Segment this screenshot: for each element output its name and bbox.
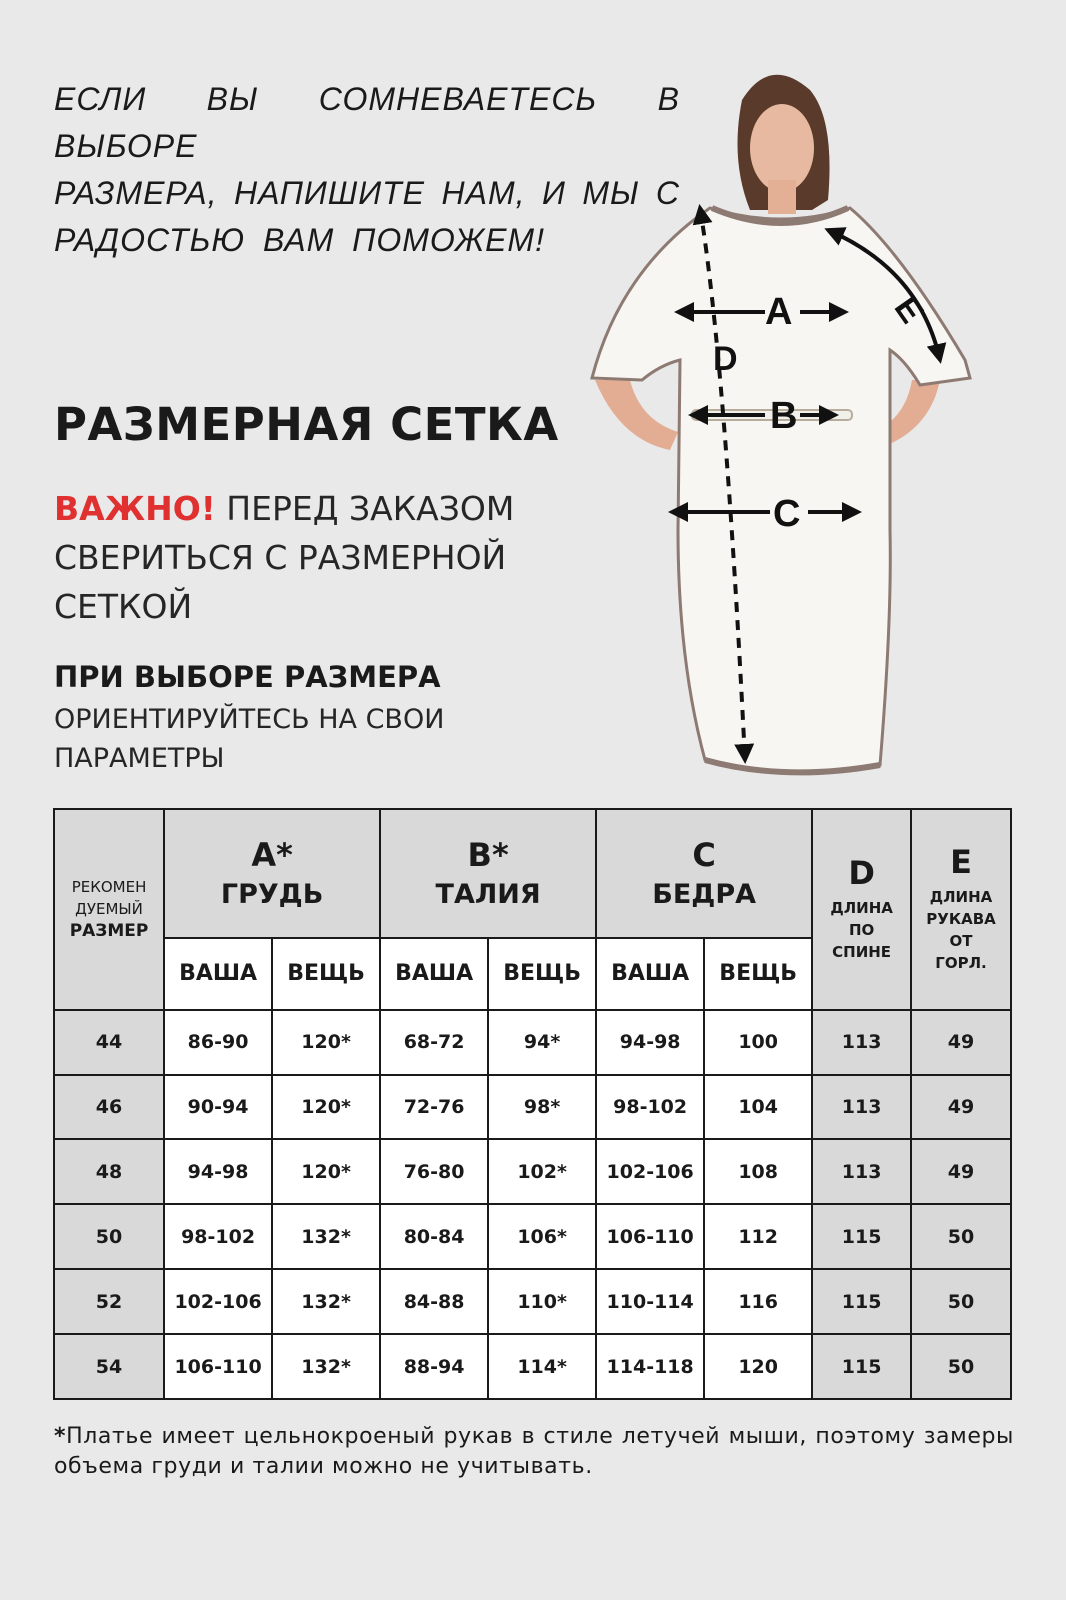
size-table <box>53 808 1012 1400</box>
footnote-text: Платье имеет цельнокроеный рукав в стиле летучей мыши, поэтому замеры объема груди и талии можно не учитывать. <box>54 1424 1014 1479</box>
table-row <box>54 1075 1011 1140</box>
value-cell: 72-76 <box>380 1075 488 1140</box>
value-cell: 113 <box>812 1139 911 1204</box>
value-cell: 50 <box>911 1334 1011 1399</box>
important-accent: ВАЖНО! <box>54 489 216 528</box>
value-cell: 84-88 <box>380 1269 488 1334</box>
value-cell: 116 <box>704 1269 812 1334</box>
footnote <box>54 1422 1014 1482</box>
table-row <box>54 1139 1011 1204</box>
subheader-yours-b: ВАША <box>380 938 488 1010</box>
important-text: ПЕРЕД ЗАКАЗОМ СВЕРИТЬСЯ С РАЗМЕРНОЙ СЕТКОЙ <box>54 489 515 626</box>
header-group-a: A* ГРУДЬ <box>164 809 380 938</box>
left-arm <box>595 380 678 450</box>
value-cell: 120* <box>272 1075 380 1140</box>
choose-text: ОРИЕНТИРУЙТЕСЬ НА СВОИ ПАРАМЕТРЫ <box>54 704 445 774</box>
value-cell: 106-110 <box>164 1334 272 1399</box>
size-cell: 46 <box>54 1075 164 1140</box>
value-cell: 115 <box>812 1269 911 1334</box>
value-cell: 132* <box>272 1269 380 1334</box>
header-recommended-size: РЕКОМЕН ДУЕМЫЙ РАЗМЕР <box>54 809 164 1010</box>
table-row <box>54 1010 1011 1075</box>
value-cell: 120* <box>272 1139 380 1204</box>
header-d: D ДЛИНА ПО СПИНЕ <box>812 809 911 1010</box>
value-cell: 120* <box>272 1010 380 1075</box>
choose-heading: ПРИ ВЫБОРЕ РАЗМЕРА <box>54 660 441 694</box>
value-cell: 132* <box>272 1204 380 1269</box>
value-cell: 100 <box>704 1010 812 1075</box>
dress-measurement-illustration <box>560 60 1000 820</box>
value-cell: 115 <box>812 1204 911 1269</box>
label-c: C <box>773 493 801 535</box>
value-cell: 106* <box>488 1204 596 1269</box>
size-cell: 54 <box>54 1334 164 1399</box>
value-cell: 86-90 <box>164 1010 272 1075</box>
value-cell: 106-110 <box>596 1204 704 1269</box>
table-row <box>54 1269 1011 1334</box>
value-cell: 113 <box>812 1075 911 1140</box>
value-cell: 49 <box>911 1075 1011 1140</box>
label-a: A <box>765 291 793 333</box>
subheader-yours-c: ВАША <box>596 938 704 1010</box>
subheader-item-b: ВЕЩЬ <box>488 938 596 1010</box>
value-cell: 94-98 <box>164 1139 272 1204</box>
value-cell: 90-94 <box>164 1075 272 1140</box>
footnote-star: * <box>54 1424 67 1449</box>
intro-line-3: РАДОСТЬЮ ВАМ ПОМОЖЕМ! <box>54 222 545 258</box>
value-cell: 98-102 <box>164 1204 272 1269</box>
value-cell: 49 <box>911 1139 1011 1204</box>
value-cell: 104 <box>704 1075 812 1140</box>
size-cell: 48 <box>54 1139 164 1204</box>
size-rows <box>54 1010 1011 1399</box>
value-cell: 112 <box>704 1204 812 1269</box>
value-cell: 98* <box>488 1075 596 1140</box>
value-cell: 94-98 <box>596 1010 704 1075</box>
value-cell: 114* <box>488 1334 596 1399</box>
label-d: D <box>713 340 738 378</box>
subheader-yours-a: ВАША <box>164 938 272 1010</box>
value-cell: 114-118 <box>596 1334 704 1399</box>
value-cell: 102-106 <box>164 1269 272 1334</box>
table-row <box>54 1204 1011 1269</box>
value-cell: 115 <box>812 1334 911 1399</box>
value-cell: 108 <box>704 1139 812 1204</box>
value-cell: 88-94 <box>380 1334 488 1399</box>
header-group-c: C БЕДРА <box>596 809 812 938</box>
size-cell: 52 <box>54 1269 164 1334</box>
value-cell: 80-84 <box>380 1204 488 1269</box>
value-cell: 98-102 <box>596 1075 704 1140</box>
value-cell: 50 <box>911 1204 1011 1269</box>
important-notice <box>54 484 524 631</box>
value-cell: 50 <box>911 1269 1011 1334</box>
neck-shape <box>768 180 796 214</box>
value-cell: 113 <box>812 1010 911 1075</box>
subheader-item-a: ВЕЩЬ <box>272 938 380 1010</box>
value-cell: 102* <box>488 1139 596 1204</box>
face-shape <box>750 104 814 192</box>
size-cell: 44 <box>54 1010 164 1075</box>
subheader-item-c: ВЕЩЬ <box>704 938 812 1010</box>
value-cell: 94* <box>488 1010 596 1075</box>
value-cell: 68-72 <box>380 1010 488 1075</box>
page-title: РАЗМЕРНАЯ СЕТКА <box>54 398 559 451</box>
value-cell: 120 <box>704 1334 812 1399</box>
label-b: B <box>770 395 798 437</box>
value-cell: 132* <box>272 1334 380 1399</box>
value-cell: 110-114 <box>596 1269 704 1334</box>
header-e: E ДЛИНА РУКАВА ОТ ГОРЛ. <box>911 809 1011 1010</box>
value-cell: 110* <box>488 1269 596 1334</box>
label-e: E <box>886 289 931 331</box>
intro-line-1: ЕСЛИ ВЫ СОМНЕВАЕТЕСЬ В ВЫБОРЕ <box>54 81 680 164</box>
value-cell: 76-80 <box>380 1139 488 1204</box>
value-cell: 102-106 <box>596 1139 704 1204</box>
size-cell: 50 <box>54 1204 164 1269</box>
header-group-b: B* ТАЛИЯ <box>380 809 596 938</box>
value-cell: 49 <box>911 1010 1011 1075</box>
table-row <box>54 1334 1011 1399</box>
intro-line-2: РАЗМЕРА, НАПИШИТЕ НАМ, И МЫ С <box>54 175 680 211</box>
